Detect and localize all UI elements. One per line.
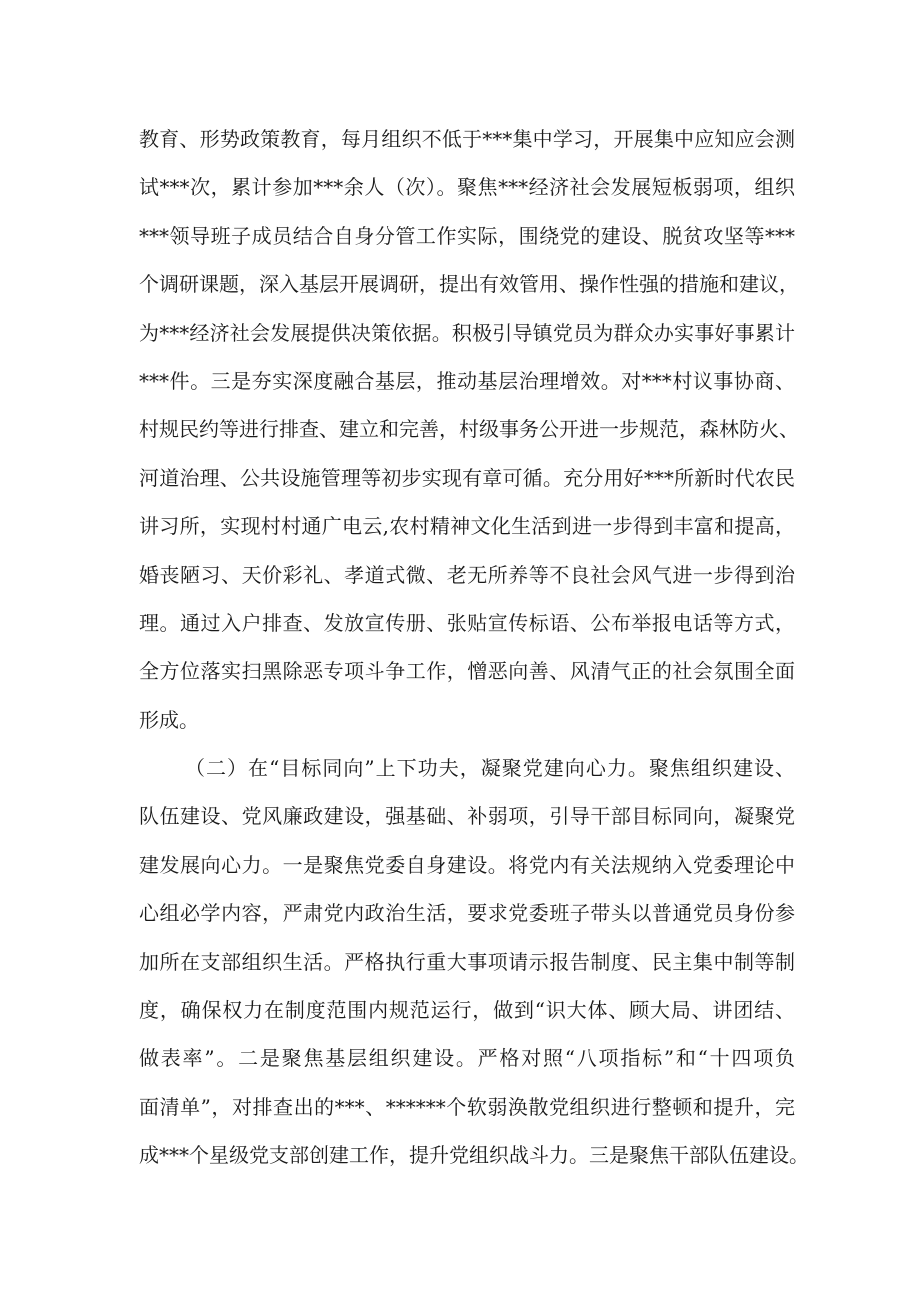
text-line: 做表率”。二是聚焦基层组织建设。严格对照“八项指标”和“十四项负 — [139, 1046, 795, 1071]
section-heading-line: （二）在“目标同向”上下功夫，凝聚党建向心力。聚焦组织建设、 — [185, 756, 795, 781]
text-line: 婚丧陋习、天价彩礼、孝道式微、老无所养等不良社会风气进一步得到治 — [139, 562, 795, 587]
text-line: 讲习所，实现村村通广电云,农村精神文化生活到进一步得到丰富和提高， — [139, 514, 795, 539]
text-line: 为***经济社会发展提供决策依据。积极引导镇党员为群众办实事好事累计 — [139, 320, 795, 345]
text-line: 全方位落实扫黑除恶专项斗争工作，憎恶向善、风清气正的社会氛围全面 — [139, 659, 795, 684]
text-line: 村规民约等进行排查、建立和完善，村级事务公开进一步规范，森林防火、 — [139, 417, 799, 442]
text-line: 理。通过入户排查、发放宣传册、张贴宣传标语、公布举报电话等方式， — [139, 610, 795, 635]
text-line: 河道治理、公共设施管理等初步实现有章可循。充分用好***所新时代农民 — [139, 465, 795, 490]
text-line: ***件。三是夯实深度融合基层，推动基层治理增效。对***村议事协商、 — [139, 368, 795, 393]
text-line: 试***次，累计参加***余人（次）。聚焦***经济社会发展短板弱项，组织 — [139, 175, 795, 200]
text-line: 个调研课题，深入基层开展调研，提出有效管用、操作性强的措施和建议， — [139, 272, 799, 297]
text-line: 成***个星级党支部创建工作，提升党组织战斗力。三是聚焦干部队伍建设。 — [139, 1143, 809, 1168]
text-line: 加所在支部组织生活。严格执行重大事项请示报告制度、民主集中制等制 — [139, 949, 795, 974]
text-line: 教育、形势政策教育，每月组织不低于***集中学习，开展集中应知应会测 — [139, 127, 795, 151]
text-line: ***领导班子成员结合自身分管工作实际，围绕党的建设、脱贫攻坚等*** — [139, 223, 795, 248]
text-line: 度，确保权力在制度范围内规范运行，做到“识大体、顾大局、讲团结、 — [139, 998, 795, 1023]
text-line: 形成。 — [139, 707, 199, 732]
document-body — [139, 115, 809, 1180]
text-line: 心组必学内容，严肃党内政治生活，要求党委班子带头以普通党员身份参 — [139, 901, 795, 926]
text-line: 建发展向心力。一是聚焦党委自身建设。将党内有关法规纳入党委理论中 — [139, 852, 795, 877]
text-line: 面清单”，对排查出的***、******个软弱涣散党组织进行整顿和提升，完 — [139, 1094, 795, 1119]
text-line: 队伍建设、党风廉政建设，强基础、补弱项，引导干部目标同向，凝聚党 — [139, 804, 795, 829]
